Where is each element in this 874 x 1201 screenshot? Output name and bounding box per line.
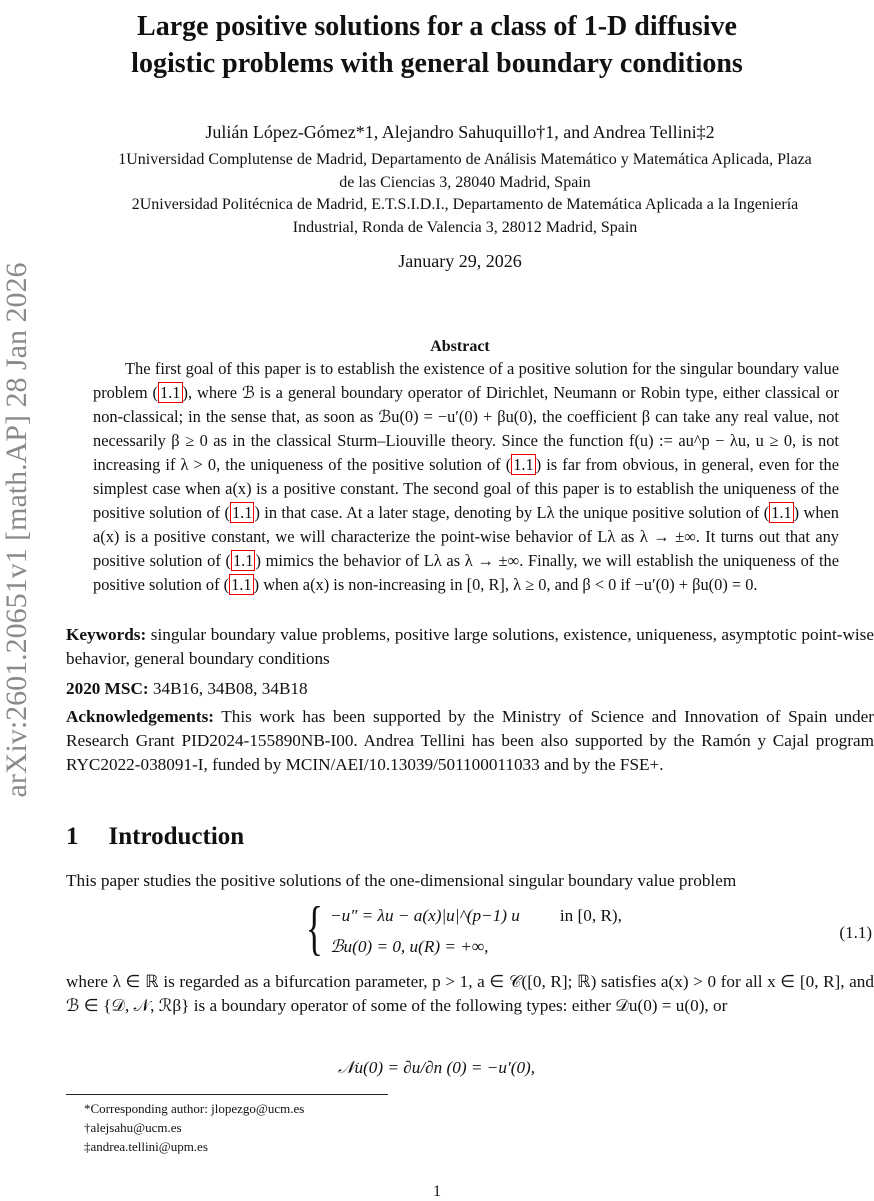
abstract-heading: Abstract	[430, 338, 490, 355]
title-line: Large positive solutions for a class of 1-D diffusive	[137, 11, 737, 42]
abstract-text: ) when a(x) is a positive constant, we will characterize the point-wise behavior of Lλ as λ → ±∞. It turns out that any positive solution of (	[93, 503, 839, 570]
equation-domain: in [0, R),	[559, 906, 622, 925]
footnote: *Corresponding author: jlopezgo@ucm.es	[84, 1101, 305, 1116]
ack-label: Acknowledgements:	[66, 707, 214, 726]
equation-ref-link[interactable]: 1.1	[771, 503, 792, 522]
date: January 29, 2026	[398, 251, 522, 271]
equation-ref-link[interactable]: 1.1	[232, 551, 254, 570]
section-number: 1	[66, 823, 79, 850]
keywords-text: singular boundary value problems, positive large solutions, existence, uniqueness, asymptotic point-wise behavior, general boundary conditions	[66, 625, 874, 668]
arxiv-stamp: arXiv:2601.20651v1 [math.AP] 28 Jan 2026	[0, 262, 33, 798]
equation-line-1	[330, 906, 622, 926]
equation-ref-link[interactable]: 1.1	[231, 575, 252, 594]
where-text: where λ ∈ ℝ is regarded as a bifurcation parameter, p > 1, a ∈ 𝒞([0, R]; ℝ) satisfies a(x) > 0 for all x ∈ [0, R], and ℬ ∈ {𝒟, 𝒩, ℛβ} is a boundary operator of some of the following types: either 𝒟u(0) = u(0), or	[66, 972, 874, 1015]
abstract-text: ), where ℬ is a general boundary operator of Dirichlet, Neumann or Robin type, either classical or non-classical; in the sense that, as soon as ℬu(0) = −u′(0) + βu(0), the coefficient β can take any real value, not necessarily β ≥ 0 as in the classical Sturm–Liouville theory. Since the function f(u) := au^p − λu, u ≥ 0, is not increasing if λ > 0, the uniqueness of the positive solution of (	[93, 383, 839, 474]
affiliations	[55, 149, 874, 239]
page-number: 1	[433, 1183, 441, 1200]
paper-title	[0, 8, 874, 82]
footnote-rule	[66, 1094, 388, 1095]
msc-label: 2020 MSC:	[66, 679, 149, 698]
equation-ref-link[interactable]: 1.1	[513, 455, 534, 474]
abstract-text: ) mimics the behavior of Lλ as λ → ±∞. Finally, we will establish the uniqueness of the positive solution of (	[93, 551, 839, 594]
abstract-text: ) is far from obvious, in general, even for the simplest case when a(x) is a positive constant. The second goal of this paper is to establish the uniqueness of the positive solution of (	[93, 455, 839, 522]
footnotes	[84, 1099, 304, 1156]
ack-text: This work has been supported by the Ministry of Science and Innovation of Spain under Research Grant PID2024-155890NB-I00. Andrea Tellini has been also supported by the Ramón y Cajal program RYC2022-038091-I, funded by MCIN/AEI/10.13039/501100011033 and by the FSE+.	[66, 707, 874, 774]
equation-ref-link[interactable]: 1.1	[231, 503, 253, 522]
affiliation-line: de las Ciencias 3, 28040 Madrid, Spain	[339, 173, 591, 191]
equation-label: (1.1)	[839, 923, 872, 942]
authors: Julián López-Gómez*1, Alejandro Sahuquillo†1, and Andrea Tellini‡2	[205, 122, 715, 142]
abstract-body	[93, 357, 839, 597]
section-heading	[66, 823, 244, 851]
abstract-text: ) in that case. At a later stage, denoting by Lλ the unique positive solution of (	[254, 503, 770, 522]
section-title: Introduction	[108, 823, 245, 850]
equation-ref-link[interactable]: 1.1	[160, 383, 181, 402]
footnote: †alejsahu@ucm.es	[84, 1120, 182, 1135]
abstract-text: The first goal of this paper is to establish the existence of a positive solution for the singular boundary value problem (	[93, 359, 839, 402]
neumann-equation: 𝒩u(0) = ∂u/∂n (0) = −u′(0),	[338, 1058, 536, 1077]
affiliation-line: 2Universidad Politécnica de Madrid, E.T.S.I.D.I., Departamento de Matemática Aplicada a la Ingeniería	[131, 196, 799, 213]
equation-pde: −u″ = λu − a(x)|u|^(p−1) u	[330, 906, 520, 925]
msc-text: 34B16, 34B08, 34B18	[148, 679, 308, 698]
intro-text: This paper studies the positive solutions of the one-dimensional singular boundary value problem	[66, 871, 737, 890]
title-line: logistic problems with general boundary conditions	[131, 48, 743, 79]
affiliation-line: Industrial, Ronda de Valencia 3, 28012 Madrid, Spain	[292, 218, 638, 236]
abstract-text: ) when a(x) is non-increasing in [0, R], λ ≥ 0, and β < 0 if −u′(0) + βu(0) = 0.	[253, 575, 758, 594]
keywords	[66, 623, 874, 671]
keywords-label: Keywords:	[66, 625, 147, 644]
msc	[66, 677, 874, 701]
left-brace: {	[305, 895, 324, 961]
acknowledgements	[66, 705, 874, 777]
footnote: ‡andrea.tellini@upm.es	[84, 1139, 208, 1154]
equation-line-2: ℬu(0) = 0, u(R) = +∞,	[330, 937, 489, 956]
affiliation-line: 1Universidad Complutense de Madrid, Departamento de Análisis Matemático y Matemática Aplicada, Plaza	[118, 151, 812, 168]
